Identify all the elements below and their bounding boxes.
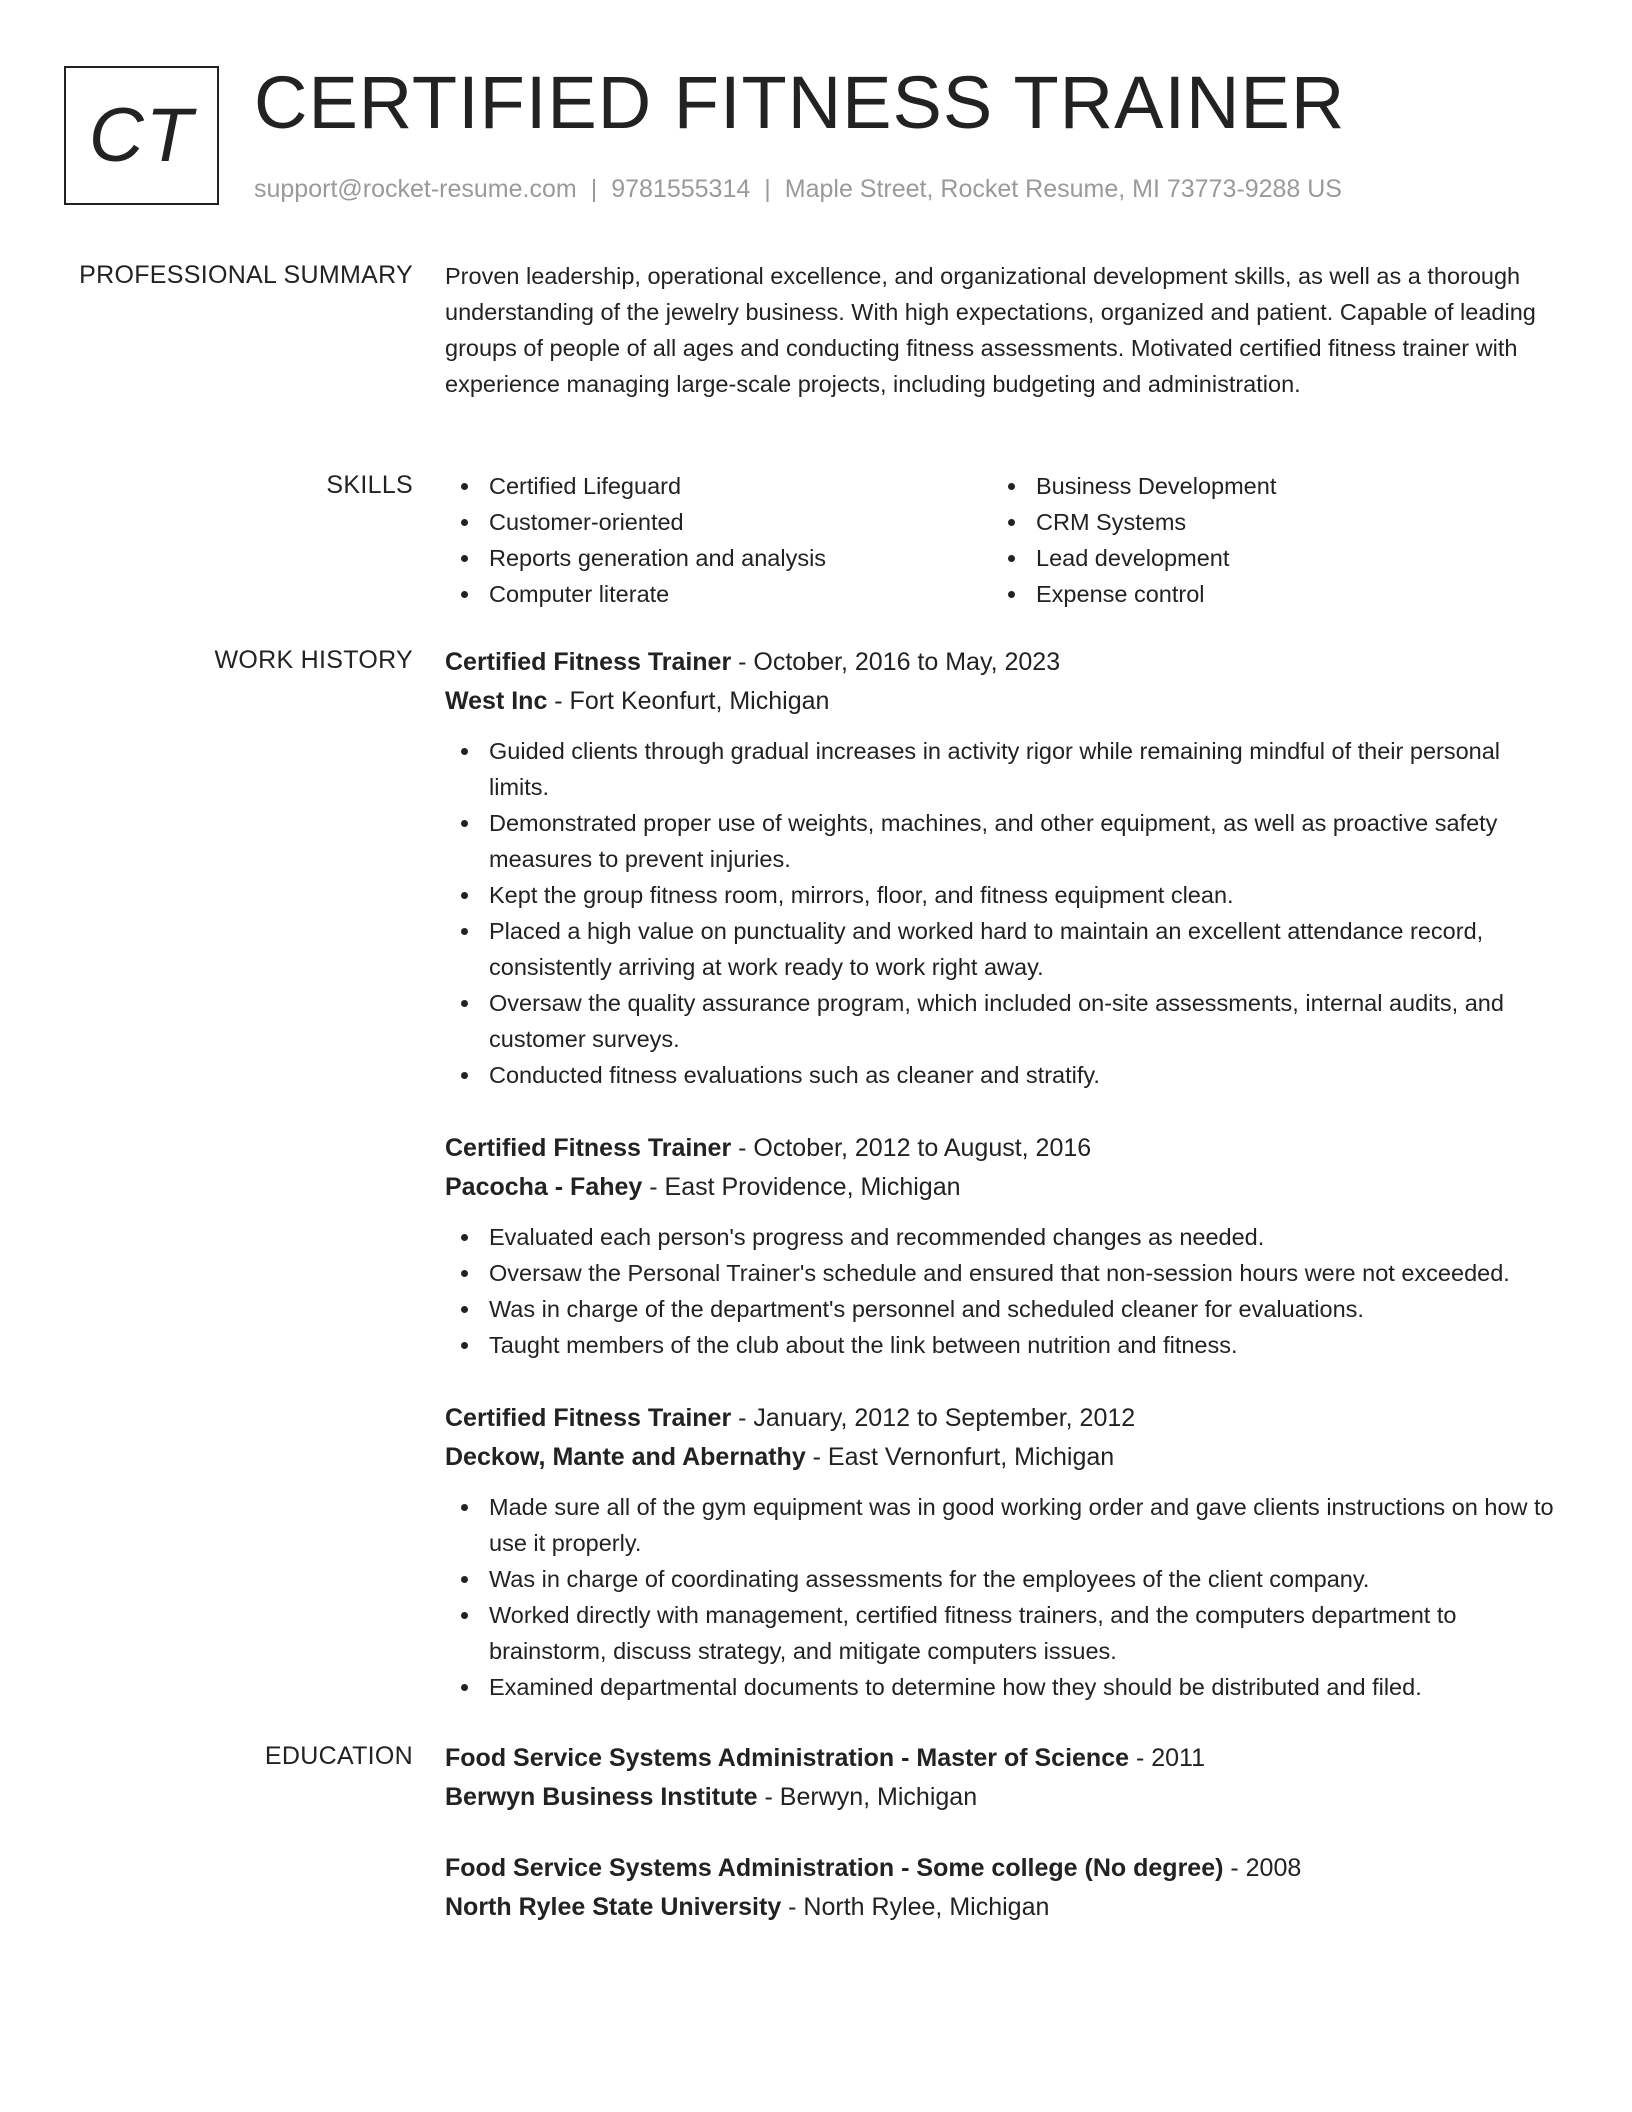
job-title: Certified Fitness Trainer: [445, 1404, 732, 1432]
job-bullet: Oversaw the quality assurance program, which included on-site assessments, internal audits, and customer surveys.: [445, 985, 1555, 1057]
job-bullet: Guided clients through gradual increases in activity rigor while remaining mindful of their personal limits.: [445, 733, 1555, 805]
job-bullet: Placed a high value on punctuality and worked hard to maintain an excellent attendance record, consistently arriving at work ready to work right away.: [445, 913, 1555, 985]
job-location: - Fort Keonfurt, Michigan: [547, 687, 830, 715]
job-dates: - October, 2012 to August, 2016: [731, 1134, 1092, 1162]
edu-school: Berwyn Business Institute: [445, 1783, 758, 1811]
summary-text: Proven leadership, operational excellence, and organizational development skills, as well as a thorough understanding of the jewelry business. With high expectations, organized and patient. Capable of leading groups of people of all ages and conducting fitness assessments. Motivated certified fitness trainer with experience managing large-scale projects, including budgeting and administration.: [445, 263, 1536, 397]
job-bullet: Demonstrated proper use of weights, machines, and other equipment, as well as proactive safety measures to prevent injuries.: [445, 805, 1555, 877]
job-bullet: Was in charge of the department's personnel and scheduled cleaner for evaluations.: [445, 1291, 1555, 1327]
skills-list-left: [445, 468, 992, 612]
contact-separator: |: [764, 175, 771, 203]
edu-year: - 2011: [1129, 1744, 1205, 1772]
job-location: - East Vernonfurt, Michigan: [805, 1443, 1115, 1471]
job-entry: [445, 643, 1555, 1093]
job-company: West Inc: [445, 687, 548, 715]
skill-item: Lead development: [992, 540, 1276, 576]
skill-item: Computer literate: [445, 576, 992, 612]
edu-location: - North Rylee, Michigan: [781, 1893, 1050, 1921]
job-title: Certified Fitness Trainer: [445, 1134, 732, 1162]
address-text: Maple Street, Rocket Resume, MI 73773-9288 US: [784, 175, 1342, 203]
job-bullet: Taught members of the club about the link between nutrition and fitness.: [445, 1327, 1555, 1363]
skill-item: Business Development: [992, 468, 1276, 504]
page-title: CERTIFIED FITNESS TRAINER: [254, 61, 1346, 144]
edu-degree: Food Service Systems Administration - Some college (No degree): [445, 1854, 1224, 1882]
job-bullets: [445, 733, 1555, 1093]
job-bullet: Was in charge of coordinating assessments for the employees of the client company.: [445, 1561, 1555, 1597]
job-bullet: Conducted fitness evaluations such as cleaner and stratify.: [445, 1057, 1555, 1093]
job-bullet: Made sure all of the gym equipment was in good working order and gave clients instructions on how to use it properly.: [445, 1489, 1555, 1561]
job-bullets: [445, 1219, 1555, 1363]
job-entry: [445, 1399, 1555, 1705]
edu-degree: Food Service Systems Administration - Master of Science: [445, 1744, 1129, 1772]
skill-item: CRM Systems: [992, 504, 1276, 540]
monogram-logo: CT: [64, 66, 219, 205]
skill-item: Customer-oriented: [445, 504, 992, 540]
job-bullet: Evaluated each person's progress and recommended changes as needed.: [445, 1219, 1555, 1255]
skills-list-right: [992, 468, 1276, 612]
job-entry: [445, 1129, 1555, 1363]
education-entry: [445, 1739, 1555, 1817]
contact-separator: |: [590, 175, 598, 203]
edu-location: - Berwyn, Michigan: [757, 1783, 978, 1811]
job-bullet: Oversaw the Personal Trainer's schedule and ensured that non-session hours were not exceeded.: [445, 1255, 1555, 1291]
contact-line: [254, 173, 1342, 205]
job-bullets: [445, 1489, 1555, 1705]
section-label-education: EDUCATION: [264, 1742, 413, 1770]
job-bullet: Worked directly with management, certified fitness trainers, and the computers department to brainstorm, discuss strategy, and mitigate computers issues.: [445, 1597, 1555, 1669]
job-company: Pacocha - Fahey: [445, 1173, 643, 1201]
job-title: Certified Fitness Trainer: [445, 648, 732, 676]
phone-text: 9781555314: [611, 175, 751, 203]
job-dates: - January, 2012 to September, 2012: [731, 1404, 1136, 1432]
section-label-work-history: WORK HISTORY: [214, 646, 413, 674]
skill-item: Certified Lifeguard: [445, 468, 992, 504]
job-company: Deckow, Mante and Abernathy: [445, 1443, 806, 1471]
job-bullet: Kept the group fitness room, mirrors, floor, and fitness equipment clean.: [445, 877, 1555, 913]
job-bullet: Examined departmental documents to determine how they should be distributed and filed.: [445, 1669, 1555, 1705]
section-label-skills: SKILLS: [326, 471, 413, 499]
email-link[interactable]: support@rocket-resume.com: [254, 175, 577, 203]
edu-year: - 2008: [1223, 1854, 1302, 1882]
education-entry: [445, 1849, 1555, 1927]
job-dates: - October, 2016 to May, 2023: [731, 648, 1061, 676]
edu-school: North Rylee State University: [445, 1893, 782, 1921]
section-label-summary: PROFESSIONAL SUMMARY: [79, 261, 413, 289]
skill-item: Reports generation and analysis: [445, 540, 992, 576]
job-location: - East Providence, Michigan: [642, 1173, 961, 1201]
skill-item: Expense control: [992, 576, 1276, 612]
